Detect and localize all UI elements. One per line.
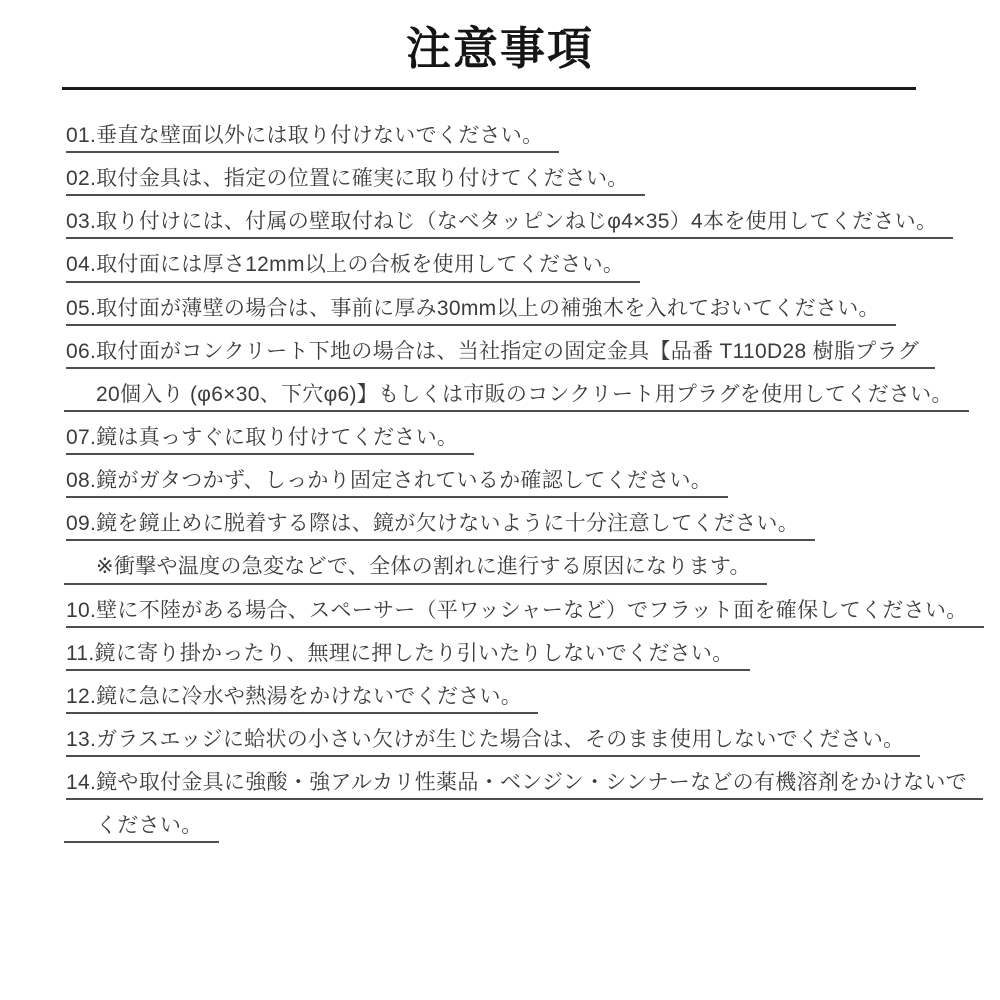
list-item-text: 20個入り (φ6×30、下穴φ6)】もしくは市販のコンクリート用プラグを使用してください。 bbox=[64, 383, 969, 412]
list-item-text: ※衝撃や温度の急変などで、全体の割れに進行する原因になります。 bbox=[64, 555, 767, 584]
list-item-text: 06.取付面がコンクリート下地の場合は、当社指定の固定金具【品番 T110D28 樹脂プラグ bbox=[66, 340, 935, 369]
list-item bbox=[64, 555, 1000, 584]
list-item bbox=[66, 728, 1000, 757]
list-item bbox=[66, 426, 1000, 455]
list-item bbox=[66, 642, 1000, 671]
list-item-text: 12.鏡に急に冷水や熱湯をかけないでください。 bbox=[66, 685, 538, 714]
list-item-text: 10.壁に不陸がある場合、スペーサー（平ワッシャーなど）でフラット面を確保してください。 bbox=[66, 599, 984, 628]
list-item-text: 14.鏡や取付金具に強酸・強アルカリ性薬品・ベンジン・シンナーなどの有機溶剤をかけないで bbox=[66, 771, 983, 800]
list-item bbox=[66, 124, 1000, 153]
title-divider bbox=[62, 87, 916, 90]
list-item-text: 04.取付面には厚さ12mm以上の合板を使用してください。 bbox=[66, 253, 640, 282]
list-item-text: 11.鏡に寄り掛かったり、無理に押したり引いたりしないでください。 bbox=[66, 642, 750, 671]
precautions-list bbox=[0, 124, 1000, 857]
list-item-text: ください。 bbox=[64, 814, 219, 843]
page-title: 注意事項 bbox=[405, 23, 594, 74]
list-item bbox=[66, 512, 1000, 541]
list-item-text: 05.取付面が薄壁の場合は、事前に厚み30mm以上の補強木を入れておいてください。 bbox=[66, 297, 896, 326]
list-item bbox=[66, 685, 1000, 714]
list-item-text: 01.垂直な壁面以外には取り付けないでください。 bbox=[66, 124, 559, 153]
list-item bbox=[66, 340, 1000, 369]
list-item-text: 13.ガラスエッジに蛤状の小さい欠けが生じた場合は、そのまま使用しないでください。 bbox=[66, 728, 920, 757]
list-item-text: 09.鏡を鏡止めに脱着する際は、鏡が欠けないように十分注意してください。 bbox=[66, 512, 815, 541]
list-item bbox=[64, 814, 1000, 843]
list-item bbox=[66, 167, 1000, 196]
list-item bbox=[66, 469, 1000, 498]
list-item-text: 08.鏡がガタつかず、しっかり固定されているか確認してください。 bbox=[66, 469, 728, 498]
list-item bbox=[66, 253, 1000, 282]
list-item bbox=[66, 297, 1000, 326]
list-item-text: 07.鏡は真っすぐに取り付けてください。 bbox=[66, 426, 474, 455]
list-item bbox=[66, 771, 1000, 800]
list-item-text: 02.取付金具は、指定の位置に確実に取り付けてください。 bbox=[66, 167, 645, 196]
list-item bbox=[66, 599, 1000, 628]
list-item bbox=[64, 383, 1000, 412]
list-item bbox=[66, 210, 1000, 239]
list-item-text: 03.取り付けには、付属の壁取付ねじ（なべタッピンねじφ4×35）4本を使用してください。 bbox=[66, 210, 953, 239]
